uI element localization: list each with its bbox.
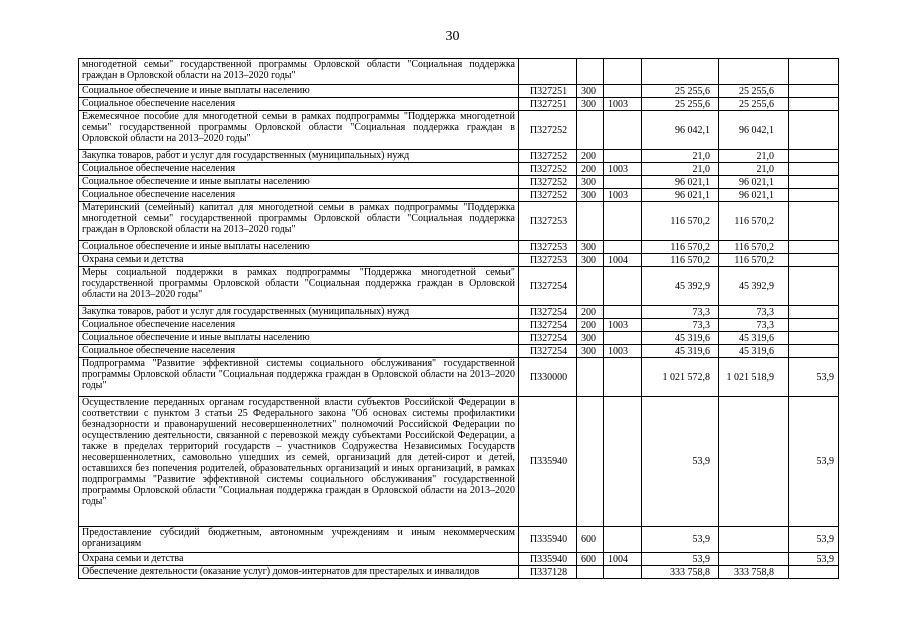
section-code: 1003 [604, 163, 642, 176]
execution-percent: 53,9 [789, 358, 839, 397]
table-row [79, 202, 839, 241]
table-row [79, 111, 839, 150]
table-row [79, 85, 839, 98]
budget-item-name: Материнский (семейный) капитал для многодетной семьи в рамках подпрограммы "Поддержка многодетной семьи" государственной программы Орловской области "Социальная поддержка граждан в Орловской области на 2013–2020 годы" [79, 202, 519, 241]
executed-sum: 21,0 [719, 163, 789, 176]
target-code [519, 59, 577, 85]
budget-item-name: Обеспечение деятельности (оказание услуг) домов-интернатов для престарелых и инвалидов [79, 566, 519, 579]
execution-percent [789, 566, 839, 579]
target-code: П327252 [519, 176, 577, 189]
executed-sum: 45 319,6 [719, 332, 789, 345]
table-row [79, 150, 839, 163]
expense-type-code: 600 [577, 553, 604, 566]
budget-table-body [79, 59, 839, 579]
budget-item-name: Социальное обеспечение населения [79, 163, 519, 176]
expense-type-code: 300 [577, 254, 604, 267]
table-row [79, 345, 839, 358]
section-code [604, 85, 642, 98]
executed-sum [719, 59, 789, 85]
executed-sum: 116 570,2 [719, 254, 789, 267]
execution-percent [789, 332, 839, 345]
expense-type-code [577, 267, 604, 306]
execution-percent [789, 150, 839, 163]
page-number: 30 [445, 29, 460, 44]
table-row [79, 358, 839, 397]
target-code: П327252 [519, 111, 577, 150]
executed-sum: 116 570,2 [719, 202, 789, 241]
executed-sum [719, 553, 789, 566]
target-code: П335940 [519, 553, 577, 566]
approved-sum: 96 042,1 [642, 111, 719, 150]
budget-item-name: Социальное обеспечение населения [79, 189, 519, 202]
executed-sum: 45 319,6 [719, 345, 789, 358]
approved-sum: 53,9 [642, 527, 719, 553]
target-code: П327251 [519, 98, 577, 111]
execution-percent: 53,9 [789, 553, 839, 566]
target-code: П337128 [519, 566, 577, 579]
expense-type-code: 300 [577, 332, 604, 345]
executed-sum: 25 255,6 [719, 85, 789, 98]
table-row [79, 566, 839, 579]
execution-percent [789, 345, 839, 358]
expense-type-code [577, 358, 604, 397]
budget-item-name: Предоставление субсидий бюджетным, автономным учреждениям и иным некоммерческим организациям [79, 527, 519, 553]
section-code: 1004 [604, 553, 642, 566]
approved-sum: 25 255,6 [642, 98, 719, 111]
section-code [604, 332, 642, 345]
approved-sum: 333 758,8 [642, 566, 719, 579]
table-row [79, 98, 839, 111]
target-code: П327251 [519, 85, 577, 98]
table-row [79, 397, 839, 527]
table-row [79, 176, 839, 189]
expense-type-code: 300 [577, 85, 604, 98]
section-code [604, 202, 642, 241]
table-row [79, 267, 839, 306]
section-code: 1004 [604, 254, 642, 267]
section-code: 1003 [604, 319, 642, 332]
executed-sum: 25 255,6 [719, 98, 789, 111]
section-code [604, 566, 642, 579]
section-code [604, 111, 642, 150]
execution-percent [789, 59, 839, 85]
table-row [79, 332, 839, 345]
expense-type-code: 600 [577, 527, 604, 553]
section-code [604, 176, 642, 189]
section-code [604, 358, 642, 397]
table-row [79, 254, 839, 267]
budget-item-name: Социальное обеспечение населения [79, 345, 519, 358]
expense-type-code [577, 397, 604, 527]
approved-sum: 45 319,6 [642, 345, 719, 358]
budget-item-name: Меры социальной поддержки в рамках подпрограммы "Поддержка многодетной семьи" государственной программы Орловской области "Социальная поддержка граждан в Орловской области на 2013–2020 годы" [79, 267, 519, 306]
executed-sum: 116 570,2 [719, 241, 789, 254]
executed-sum: 96 021,1 [719, 176, 789, 189]
target-code: П327254 [519, 319, 577, 332]
budget-item-name: Охрана семьи и детства [79, 254, 519, 267]
section-code: 1003 [604, 345, 642, 358]
section-code [604, 397, 642, 527]
target-code: П327254 [519, 345, 577, 358]
section-code: 1003 [604, 98, 642, 111]
expense-type-code: 300 [577, 98, 604, 111]
executed-sum: 73,3 [719, 319, 789, 332]
section-code [604, 241, 642, 254]
budget-item-name: многодетной семьи" государственной программы Орловской области "Социальная поддержка граждан в Орловской области на 2013–2020 годы" [79, 59, 519, 85]
target-code: П327253 [519, 202, 577, 241]
execution-percent: 53,9 [789, 527, 839, 553]
execution-percent [789, 163, 839, 176]
approved-sum: 73,3 [642, 306, 719, 319]
target-code: П327253 [519, 241, 577, 254]
expense-type-code: 200 [577, 150, 604, 163]
table-row [79, 189, 839, 202]
execution-percent [789, 85, 839, 98]
target-code: П327252 [519, 150, 577, 163]
expense-type-code: 300 [577, 345, 604, 358]
approved-sum: 53,9 [642, 553, 719, 566]
executed-sum: 1 021 518,9 [719, 358, 789, 397]
budget-item-name: Ежемесячное пособие для многодетной семьи в рамках подпрограммы "Поддержка многодетной семьи" государственной программы Орловской области "Социальная поддержка граждан в Орловской области на 2013–2020 годы" [79, 111, 519, 150]
target-code: П335940 [519, 527, 577, 553]
executed-sum [719, 397, 789, 527]
approved-sum: 45 319,6 [642, 332, 719, 345]
expense-type-code: 200 [577, 163, 604, 176]
executed-sum [719, 527, 789, 553]
budget-item-name: Закупка товаров, работ и услуг для государственных (муниципальных) нужд [79, 306, 519, 319]
expense-type-code [577, 566, 604, 579]
execution-percent [789, 176, 839, 189]
table-row [79, 163, 839, 176]
execution-percent [789, 254, 839, 267]
budget-item-name: Социальное обеспечение и иные выплаты населению [79, 241, 519, 254]
expense-type-code: 200 [577, 319, 604, 332]
executed-sum: 96 042,1 [719, 111, 789, 150]
budget-item-name: Социальное обеспечение и иные выплаты населению [79, 85, 519, 98]
table-row [79, 319, 839, 332]
execution-percent [789, 319, 839, 332]
execution-percent [789, 98, 839, 111]
executed-sum: 45 392,9 [719, 267, 789, 306]
approved-sum: 53,9 [642, 397, 719, 527]
budget-table [78, 58, 839, 579]
executed-sum: 21,0 [719, 150, 789, 163]
executed-sum: 96 021,1 [719, 189, 789, 202]
approved-sum: 116 570,2 [642, 202, 719, 241]
section-code [604, 306, 642, 319]
target-code: П327254 [519, 332, 577, 345]
execution-percent [789, 202, 839, 241]
approved-sum: 116 570,2 [642, 254, 719, 267]
table-row [79, 241, 839, 254]
executed-sum: 73,3 [719, 306, 789, 319]
budget-item-name: Социальное обеспечение населения [79, 319, 519, 332]
expense-type-code: 300 [577, 189, 604, 202]
expense-type-code [577, 59, 604, 85]
target-code: П327252 [519, 163, 577, 176]
budget-item-name: Социальное обеспечение населения [79, 98, 519, 111]
approved-sum: 96 021,1 [642, 189, 719, 202]
executed-sum: 333 758,8 [719, 566, 789, 579]
expense-type-code: 300 [577, 176, 604, 189]
execution-percent [789, 306, 839, 319]
expense-type-code: 200 [577, 306, 604, 319]
execution-percent [789, 267, 839, 306]
approved-sum: 116 570,2 [642, 241, 719, 254]
budget-item-name: Охрана семьи и детства [79, 553, 519, 566]
table-row [79, 59, 839, 85]
execution-percent: 53,9 [789, 397, 839, 527]
execution-percent [789, 189, 839, 202]
table-row [79, 527, 839, 553]
section-code [604, 527, 642, 553]
budget-item-name: Подпрограмма "Развитие эффективной системы социального обслуживания" государственной программы Орловской области "Социальная поддержка граждан в Орловской области на 2013–2020 годы" [79, 358, 519, 397]
budget-item-name: Социальное обеспечение и иные выплаты населению [79, 176, 519, 189]
section-code [604, 150, 642, 163]
table-row [79, 306, 839, 319]
approved-sum: 96 021,1 [642, 176, 719, 189]
budget-item-name: Осуществление переданных органам государственной власти субъектов Российской Федерации в соответствии с пунктом 3 статьи 25 Федерального закона "Об основах системы профилактики безнадзорности и правонарушений несовершеннолетних" полномочий Российской Федерации по осуществлению деятельности, связанной с перевозкой между субъектами Российской Федерации, а также в пределах территорий государств – участников Содружества Независимых Государств несовершеннолетних, самовольно ушедших из семей, организаций для детей-сирот и детей, оставшихся без попечения родителей, образовательных организаций и иных организаций, в рамках подпрограммы "Развитие эффективной системы социального обслуживания" государственной программы Орловской области "Социальная поддержка граждан в Орловской области на 2013–2020 годы" [79, 397, 519, 527]
approved-sum: 21,0 [642, 163, 719, 176]
target-code: П330000 [519, 358, 577, 397]
execution-percent [789, 241, 839, 254]
target-code: П327254 [519, 267, 577, 306]
section-code [604, 59, 642, 85]
section-code [604, 267, 642, 306]
approved-sum: 25 255,6 [642, 85, 719, 98]
approved-sum [642, 59, 719, 85]
target-code: П335940 [519, 397, 577, 527]
approved-sum: 1 021 572,8 [642, 358, 719, 397]
section-code: 1003 [604, 189, 642, 202]
execution-percent [789, 111, 839, 150]
expense-type-code [577, 111, 604, 150]
expense-type-code [577, 202, 604, 241]
budget-item-name: Социальное обеспечение и иные выплаты населению [79, 332, 519, 345]
target-code: П327253 [519, 254, 577, 267]
target-code: П327252 [519, 189, 577, 202]
expense-type-code: 300 [577, 241, 604, 254]
target-code: П327254 [519, 306, 577, 319]
budget-item-name: Закупка товаров, работ и услуг для государственных (муниципальных) нужд [79, 150, 519, 163]
approved-sum: 73,3 [642, 319, 719, 332]
table-row [79, 553, 839, 566]
approved-sum: 21,0 [642, 150, 719, 163]
approved-sum: 45 392,9 [642, 267, 719, 306]
